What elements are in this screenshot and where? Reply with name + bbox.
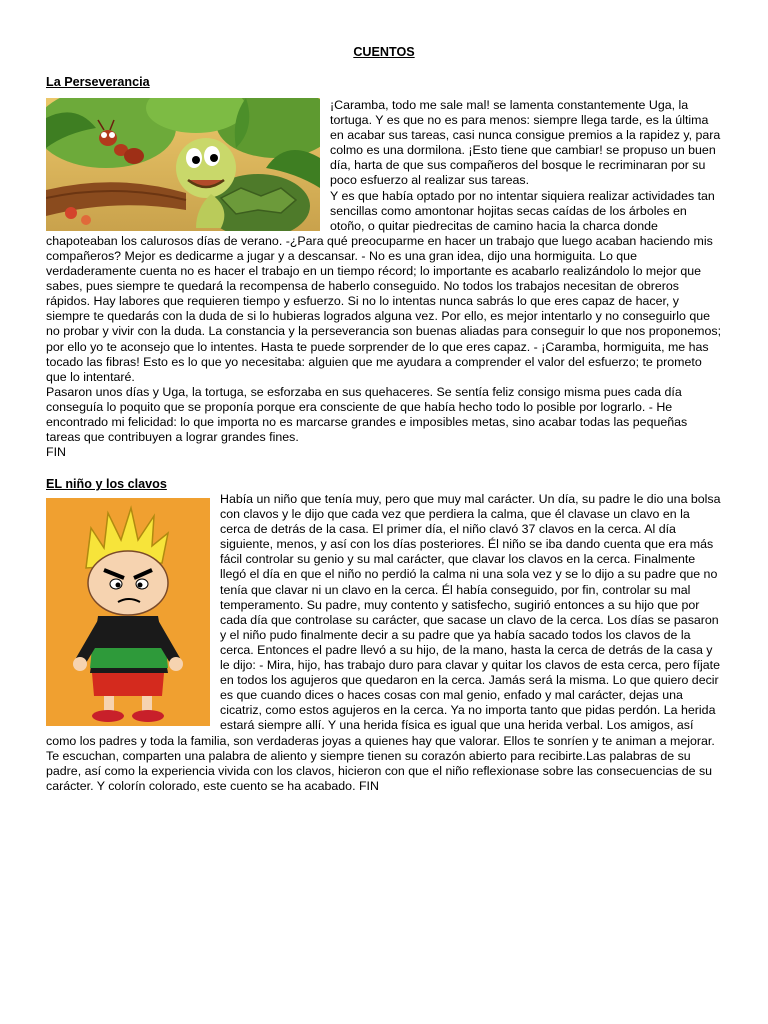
story-clavos <box>46 492 722 794</box>
story-heading-clavos: EL niño y los clavos <box>46 477 167 491</box>
document-title: CUENTOS <box>353 45 415 59</box>
story-heading-perseverancia: La Perseverancia <box>46 75 150 89</box>
story-perseverancia <box>46 98 722 460</box>
angry-boy-cartoon-illustration <box>46 498 210 726</box>
story-paragraph: ¡Caramba, todo me sale mal! se lamenta constantemente Uga, la tortuga. Y es que no es para menos: siempre llega tarde, es la última en acabar sus tareas, casi nunca consigue premios a la rapidez y, para colmo es una dormilona. ¡Esto tiene que cambiar! se propuso un buen día, harta de que sus compañeros del bosque le recriminaran por su poco esfuerzo al realizar sus tareas. <box>330 98 721 188</box>
story-paragraph: Pasaron unos días y Uga, la tortuga, se esforzaba en sus quehaceres. Se sentía feliz consigo misma pues cada día conseguía lo poquito que se proponía porque era consciente de que había hecho todo lo posible por lograrlo. - He encontrado mi felicidad: lo que importa no es marcarse grandes e imposibles metas, sino acabar todas las pequeñas tareas que contribuyen a lograr grandes fines. <box>46 384 688 445</box>
story-paragraph: Había un niño que tenía muy, pero que muy mal carácter. Un día, su padre le dio una bolsa con clavos y le dijo que cada vez que perdiera la calma, que él clavase un clavo en la cerca de detrás de la casa. El primer día, el niño clavó 37 clavos en la cerca. Al día siguiente, menos, y así con los días posteriores. Él niño se iba dando cuenta que era más fácil controlar su genio y su mal carácter, que clavar los clavos en la cerca. Finalmente llegó el día en que el niño no perdió la calma ni una sola vez y se lo dijo a su padre que no tenía que clavar ni un clavo en la cerca. Él había conseguido, por fin, controlar su mal temperamento. Su padre, muy contento y satisfecho, sugirió entonces a su hijo que por cada día que controlase su carácter, que sacase un clavo de la cerca. Los días se pasaron y el niño pudo finalmente decir a su padre que ya había sacado todos los clavos de la cerca. Entonces el padre llevó a su hijo, de la mano, hasta la cerca de detrás de la casa y le dijo: - Mira, hijo, has trabajo duro para clavar y quitar los clavos de esta cerca, pero fíjate en todos los agujeros que quedaron en la cerca. Jamás será la misma. Lo que quiero decir es que cuando dices o haces cosas con mal genio, enfado y mal carácter, dejas una cicatriz, como estos agujeros en la cerca. Ya no importa tanto que pidas perdón. La herida estará siempre allí. Y una herida física es igual que una herida verbal. Los amigos, así como los padres y toda la familia, son verdaderas joyas a quienes hay que valorar. Ellos te sonríen y te animan a mejorar. Te escuchan, comparten una palabra de aliento y siempre tienen su corazón abierto para recibirte.Las palabras de su padre, así como la experiencia vivida con los clavos, hicieron con que el niño reflexionase sobre las consecuencias de su carácter. Y colorín colorado, este cuento se ha acabado. FIN <box>46 492 721 793</box>
turtle-and-ant-illustration <box>46 98 320 231</box>
story-paragraph: Y es que había optado por no intentar siquiera realizar actividades tan sencillas como amontonar hojitas secas caídas de los árboles en otoño, o quitar piedrecitas de camino hacia la charca donde chapoteaban los calurosos días de verano. -¿Para qué preocuparme en hacer un trabajo que luego acaban haciendo mis compañeros? Mejor es dedicarme a jugar y a descansar. - No es una gran idea, dijo una hormiguita. Lo que verdaderamente cuenta no es hacer el trabajo en un tiempo récord; lo importante es acabarlo realizándolo lo mejor que sabes, pues siempre te quedará la recompensa de haberlo conseguido. No todos los trabajos necesitan de obreros rápidos. Hay labores que requieren tiempo y esfuerzo. Si no lo intentas nunca sabrás lo que eres capaz de hacer, y siempre te quedarás con la duda de si lo hubieras logrados alguna vez. Por ello, es mejor intentarlo y no conseguirlo que no probar y vivir con la duda. La constancia y la perseverancia son buenas aliadas para conseguir lo que nos proponemos; por ello yo te aconsejo que lo intentes. Hasta te puede sorprender de lo que eres capaz. - ¡Caramba, hormiguita, me has tocado las fibras! Esto es lo que yo necesitaba: alguien que me ayudara a comprender el valor del esfuerzo; te prometo que lo intentaré. <box>46 188 722 384</box>
story-end-marker: FIN <box>46 445 66 460</box>
